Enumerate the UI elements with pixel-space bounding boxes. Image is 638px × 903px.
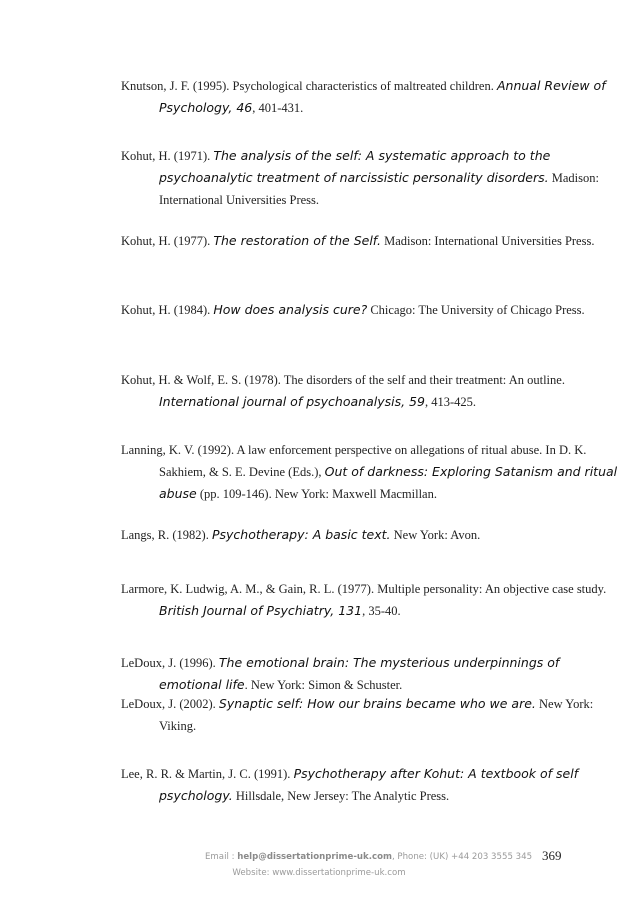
reference-entry: Knutson, J. F. (1995). Psychological characteristics of maltreated children. Annual Review of Psychology, 46, 401-431. (121, 78, 606, 115)
reference-entry: Lanning, K. V. (1992). A law enforcement perspective on allegations of ritual abuse. In D. K. Sakhiem, & S. E. Devine (Eds.), Out of darkness: Exploring Satanism and ritual abuse (pp. 109-146). New York: Maxwell Macmillan. (121, 443, 618, 501)
reference-entry: Kohut, H. (1971). The analysis of the self: A systematic approach to the psychoanalytic treatment of narcissistic personality disorders. Madison: International Universities Press. (121, 148, 599, 207)
footer-contact-line: Email : help@dissertationprime-uk.com, Phone: (UK) +44 203 3555 345 (205, 852, 533, 862)
reference-entry: Kohut, H. (1977). The restoration of the Self. Madison: International Universities Press. (121, 233, 595, 248)
reference-entry: Kohut, H. & Wolf, E. S. (1978). The disorders of the self and their treatment: An outline. International journal of psychoanalysis, 59, 413-425. (121, 373, 565, 409)
reference-entry: Kohut, H. (1984). How does analysis cure? Chicago: The University of Chicago Press. (121, 302, 585, 317)
reference-entry: Larmore, K. Ludwig, A. M., & Gain, R. L. (1977). Multiple personality: An objective case study. British Journal of Psychiatry, 131, 35-40. (121, 582, 607, 618)
reference-entry: Lee, R. R. & Martin, J. C. (1991). Psychotherapy after Kohut: A textbook of self psychology. Hillsdale, New Jersey: The Analytic Press. (121, 766, 579, 803)
reference-entry: LeDoux, J. (2002). Synaptic self: How our brains became who we are. New York: Viking. (121, 696, 594, 733)
reference-entry: LeDoux, J. (1996). The emotional brain: The mysterious underpinnings of emotional life. New York: Simon & Schuster. (121, 655, 560, 692)
footer-email-link[interactable]: help@dissertationprime-uk.com (237, 852, 392, 862)
footer-website-link[interactable]: Website: www.dissertationprime-uk.com (232, 868, 406, 878)
page-number: 369 (542, 848, 562, 863)
reference-entry: Langs, R. (1982). Psychotherapy: A basic text. New York: Avon. (121, 527, 481, 542)
